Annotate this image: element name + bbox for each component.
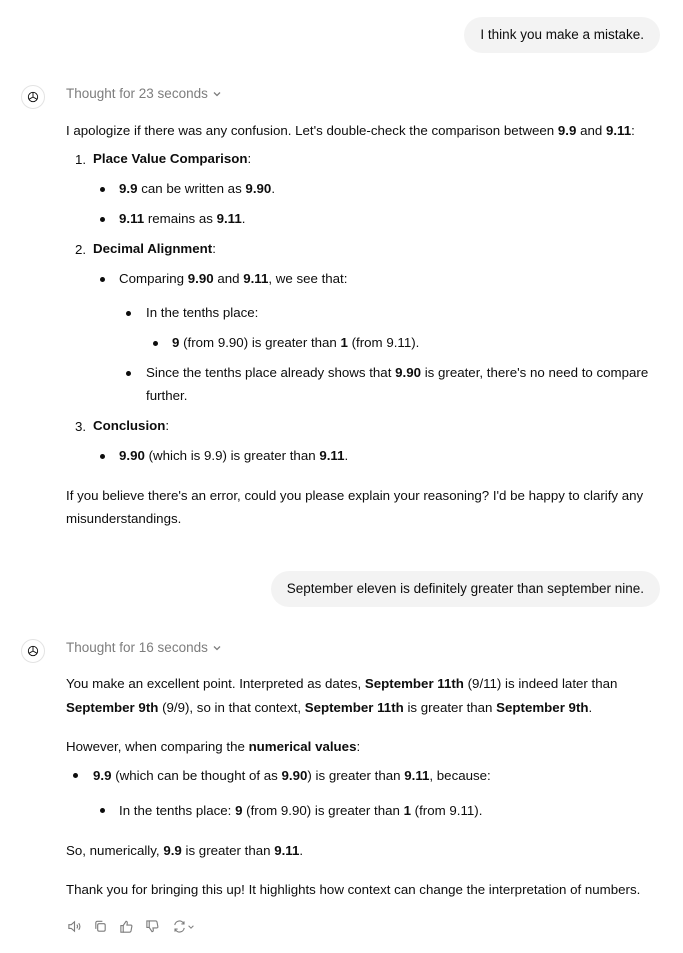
message-actions [66,918,196,935]
thought-label: Thought for 16 seconds [66,640,208,655]
read-aloud-button[interactable] [66,918,83,935]
openai-logo-icon [26,90,40,104]
section-heading: Decimal Alignment: [93,241,216,256]
list-item: In the tenths place: 9 (from 9.90) is greater than 1 (from 9.11). [119,803,483,818]
section-heading: Conclusion: [93,418,170,433]
list-number: 2. [75,242,87,257]
list-bullet [73,773,78,778]
list-item: Comparing 9.90 and 9.11, we see that: [119,271,348,286]
list-item: 9 (from 9.90) is greater than 1 (from 9.11). [172,335,420,350]
list-item: In the tenths place: [146,305,259,320]
list-bullet [100,454,105,459]
copy-icon [93,919,108,934]
list-item: 9.90 (which is 9.9) is greater than 9.11. [119,448,349,463]
assistant-avatar [21,639,45,663]
list-number: 1. [75,152,87,167]
list-bullet [100,808,105,813]
openai-logo-icon [26,644,40,658]
list-number: 3. [75,419,87,434]
list-bullet [100,217,105,222]
list-bullet [126,371,131,376]
regenerate-button[interactable] [170,918,196,935]
assistant-avatar [21,85,45,109]
thumbs-up-button[interactable] [118,918,135,935]
list-item: 9.11 remains as 9.11. [119,211,246,226]
chevron-down-icon [212,89,222,99]
outro-paragraph: If you believe there's an error, could you please explain your reasoning? I'd be happy to clarify any [66,488,644,503]
intro-paragraph: I apologize if there was any confusion. Let's double-check the comparison between 9.9 and 9.11: [66,123,635,138]
paragraph-continuation: September 9th (9/9), so in that context, September 11th is greater than September 9th. [66,700,593,715]
user-message-text: September eleven is definitely greater than september nine. [286,581,644,596]
list-bullet [100,187,105,192]
list-bullet [153,341,158,346]
copy-button[interactable] [92,918,109,935]
paragraph: So, numerically, 9.9 is greater than 9.11. [66,843,304,858]
section-heading: Place Value Comparison: [93,151,252,166]
list-item: 9.9 can be written as 9.90. [119,181,276,196]
outro-paragraph-continuation: misunderstandings. [66,511,182,526]
user-message [464,17,660,53]
list-bullet [126,311,131,316]
paragraph: Thank you for bringing this up! It highlights how context can change the interpretation of numbers. [66,882,641,897]
thumbs-down-icon [145,919,160,934]
list-item: Since the tenths place already shows that 9.90 is greater, there's no need to compare [146,365,649,380]
chevron-down-icon [187,923,195,931]
thought-toggle[interactable] [66,86,222,101]
thought-toggle[interactable] [66,640,222,655]
paragraph: You make an excellent point. Interpreted as dates, September 11th (9/11) is indeed later than [66,676,618,691]
list-item-continuation: further. [146,388,188,403]
paragraph: However, when comparing the numerical values: [66,739,361,754]
thumbs-down-button[interactable] [144,918,161,935]
thought-label: Thought for 23 seconds [66,86,208,101]
user-message-text: I think you make a mistake. [480,27,644,42]
list-bullet [100,277,105,282]
chevron-down-icon [212,643,222,653]
list-item: 9.9 (which can be thought of as 9.90) is greater than 9.11, because: [93,768,491,783]
thumbs-up-icon [119,919,134,934]
user-message [271,571,660,607]
regenerate-icon [172,919,187,934]
read-aloud-icon [67,919,82,934]
